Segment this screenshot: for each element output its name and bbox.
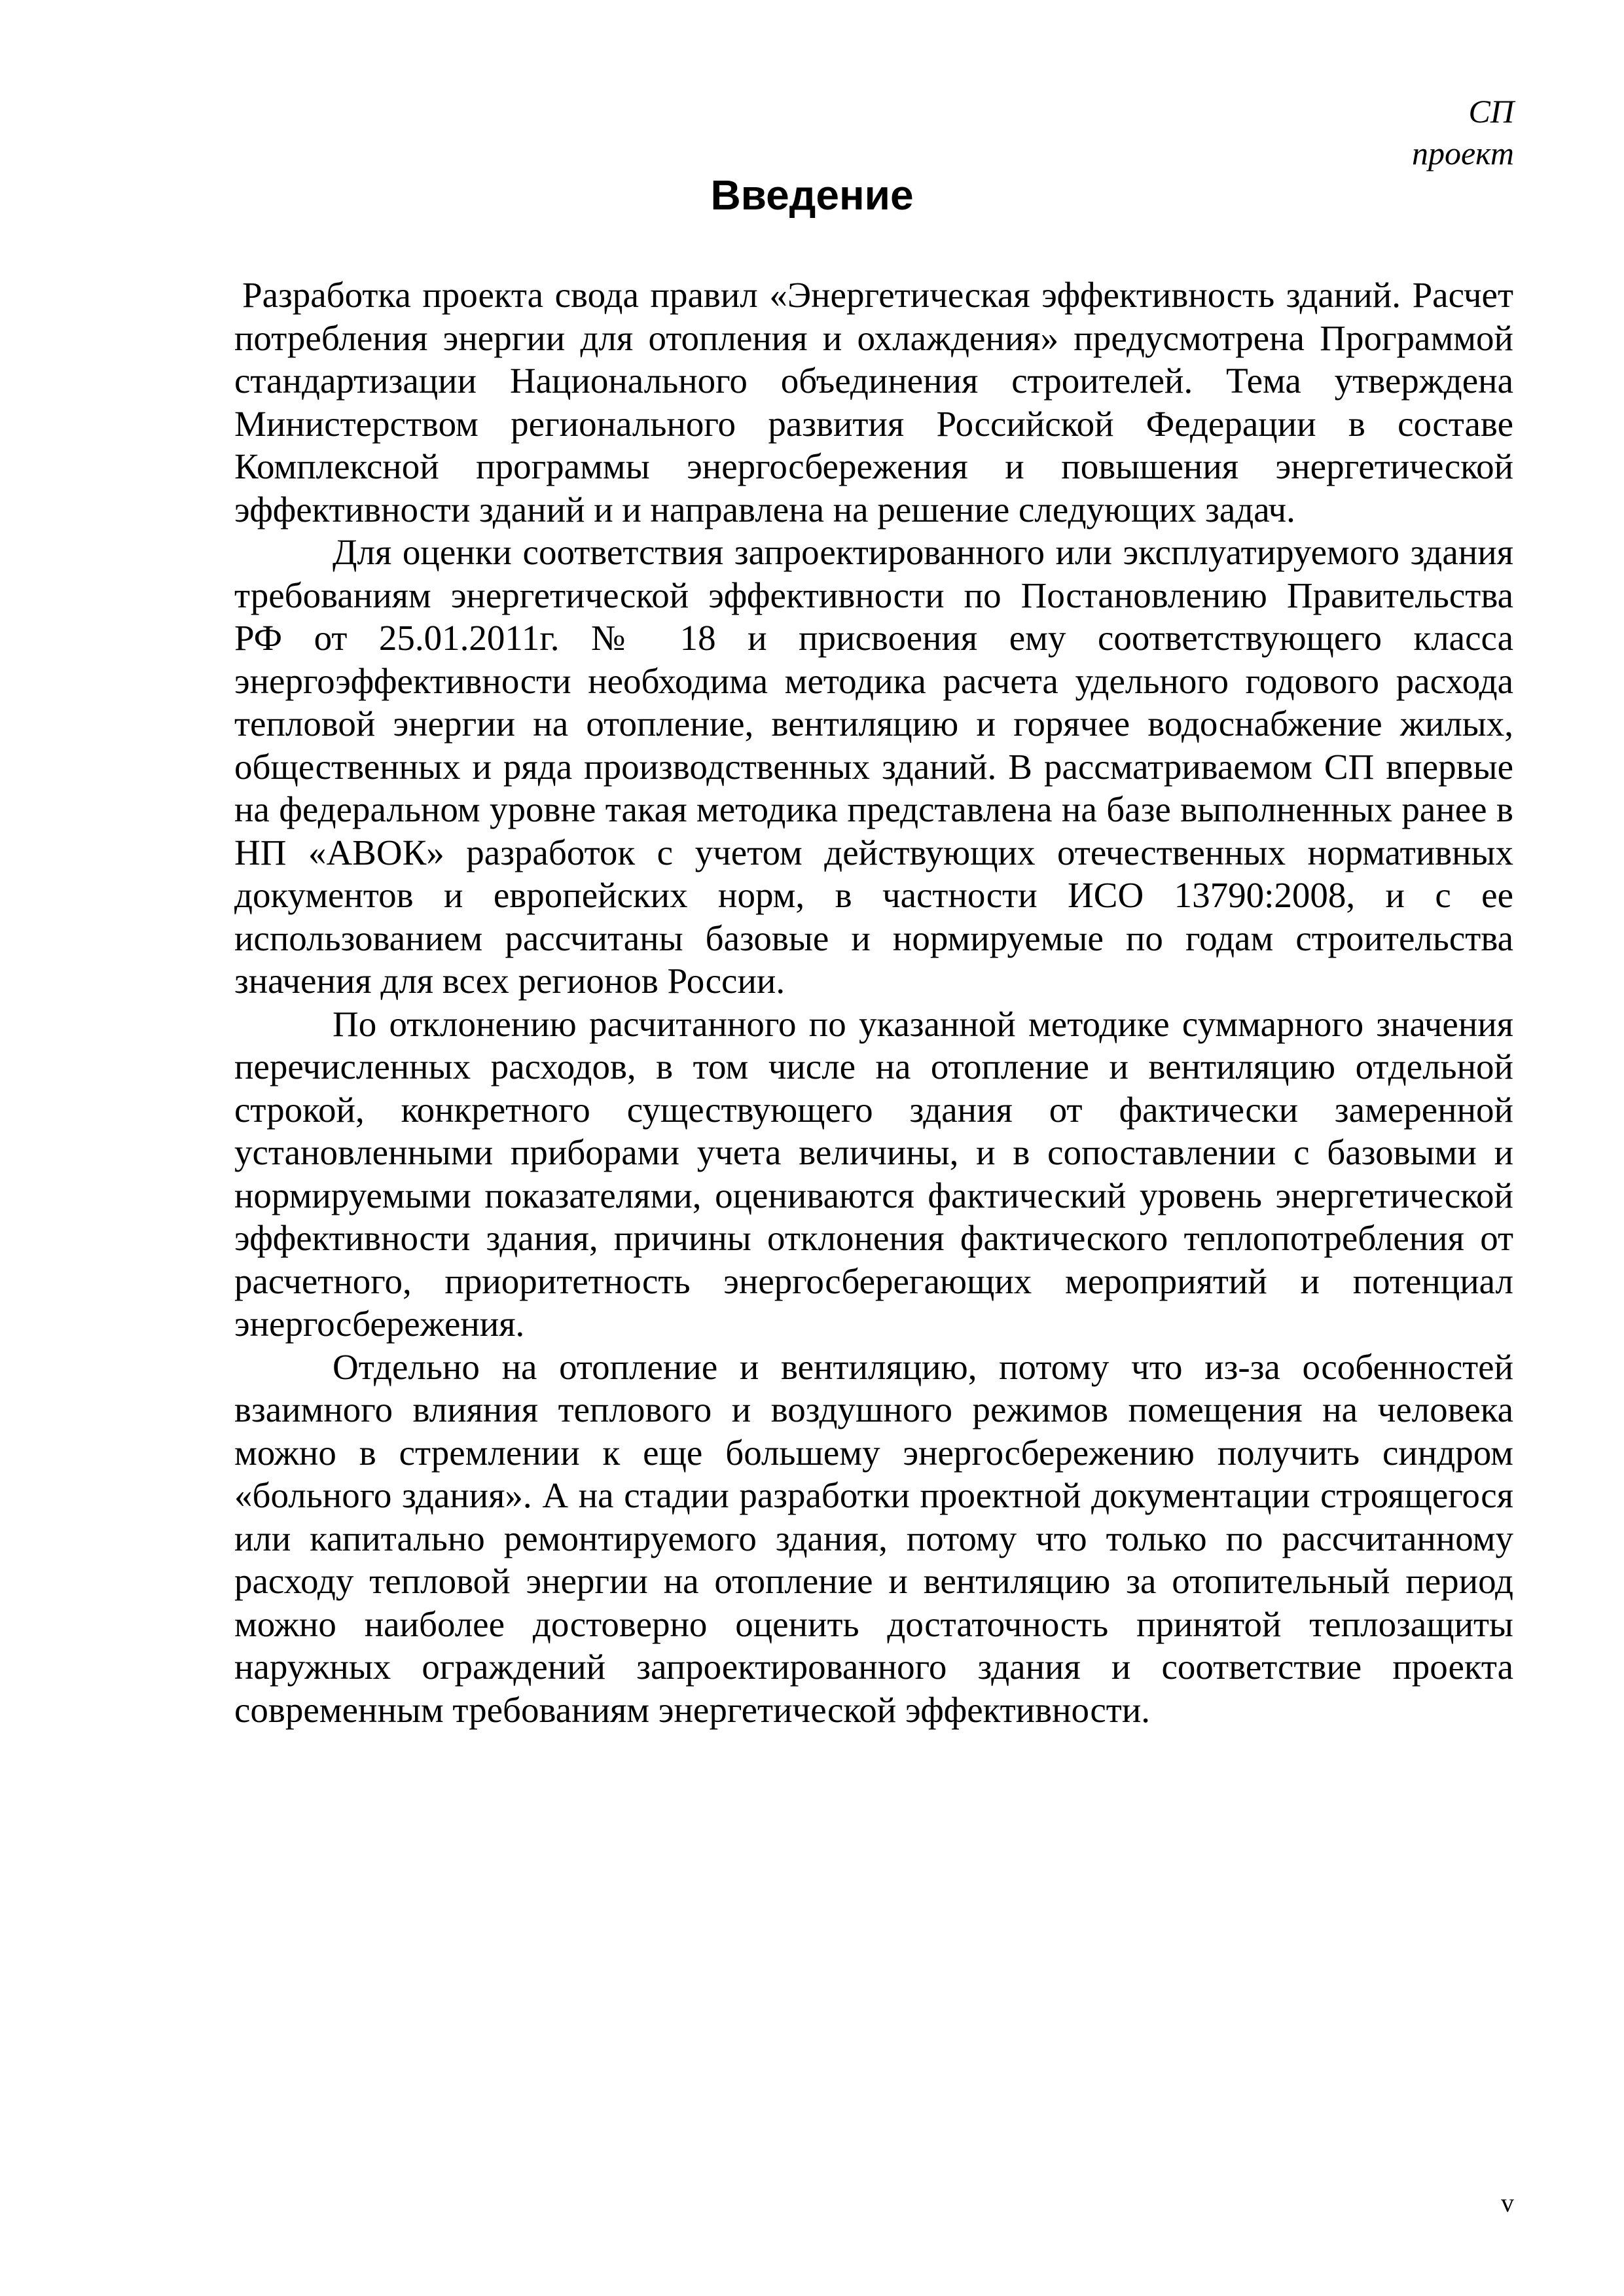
body-text — [234, 274, 1513, 1731]
section-title: Введение — [710, 171, 914, 219]
header-status: проект — [1411, 135, 1514, 171]
paragraph-4: Отдельно на отопление и вентиляцию, потому что из-за особенностей взаимного влияния теплового и воздушного режимов помещения на человека можно в стремлении к еще большему энергосбережению получить синдром «больного здания». А на стадии разработки проектной документации строящегося или капитально ремонтируемого здания, потому что только по рассчитанному расходу тепловой энергии на отопление и вентиляцию за отопительный период можно наиболее достоверно оценить достаточность принятой теплозащиты наружных ограждений запроектированного здания и соответствие проекта современным требованиям энергетической эффективности. — [234, 1346, 1513, 1730]
page-number: v — [1501, 2188, 1514, 2217]
paragraph-3: По отклонению расчитанного по указанной методике суммарного значения перечисленных расходов, в том числе на отопление и вентиляцию отдельной строкой, конкретного существующего здания от фактически замеренной установленными приборами учета величины, и в сопоставлении с базовыми и нормируемыми показателями, оцениваются фактический уровень энергетической эффективности здания, причины отклонения фактического теплопотребления от расчетного, приоритетность энергосберегающих мероприятий и потенциал энергосбережения. — [234, 1003, 1513, 1344]
paragraph-1: Разработка проекта свода правил «Энергетическая эффективность зданий. Расчет потребления энергии для отопления и охлаждения» предусмотрена Программой стандартизации Национального объединения строителей. Тема утверждена Министерством регионального развития Российской Федерации в составе Комплексной программы энергосбережения и повышения энергетической эффективности зданий и и направлена на решение следующих задач. — [234, 275, 1513, 529]
header-label — [1412, 90, 1514, 174]
paragraph-2: Для оценки соответствия запроектированного или эксплуатируемого здания требованиям энергетической эффективности по Постановлению Правительства РФ от 25.01.2011г. № 18 и присвоения ему соответствующего класса энергоэффективности необходима методика расчета удельного годового расхода тепловой энергии на отопление, вентиляцию и горячее водоснабжение жилых, общественных и ряда производственных зданий. В рассматриваемом СП впервые на федеральном уровне такая методика представлена на базе выполненных ранее в НП «АВОК» разработок с учетом действующих отечественных нормативных документов и европейских норм, в частности ИСО 13790:2008, и с ее использованием рассчитаны базовые и нормируемые по годам строительства значения для всех регионов России. — [234, 532, 1513, 1001]
header-code: СП — [1468, 93, 1514, 130]
